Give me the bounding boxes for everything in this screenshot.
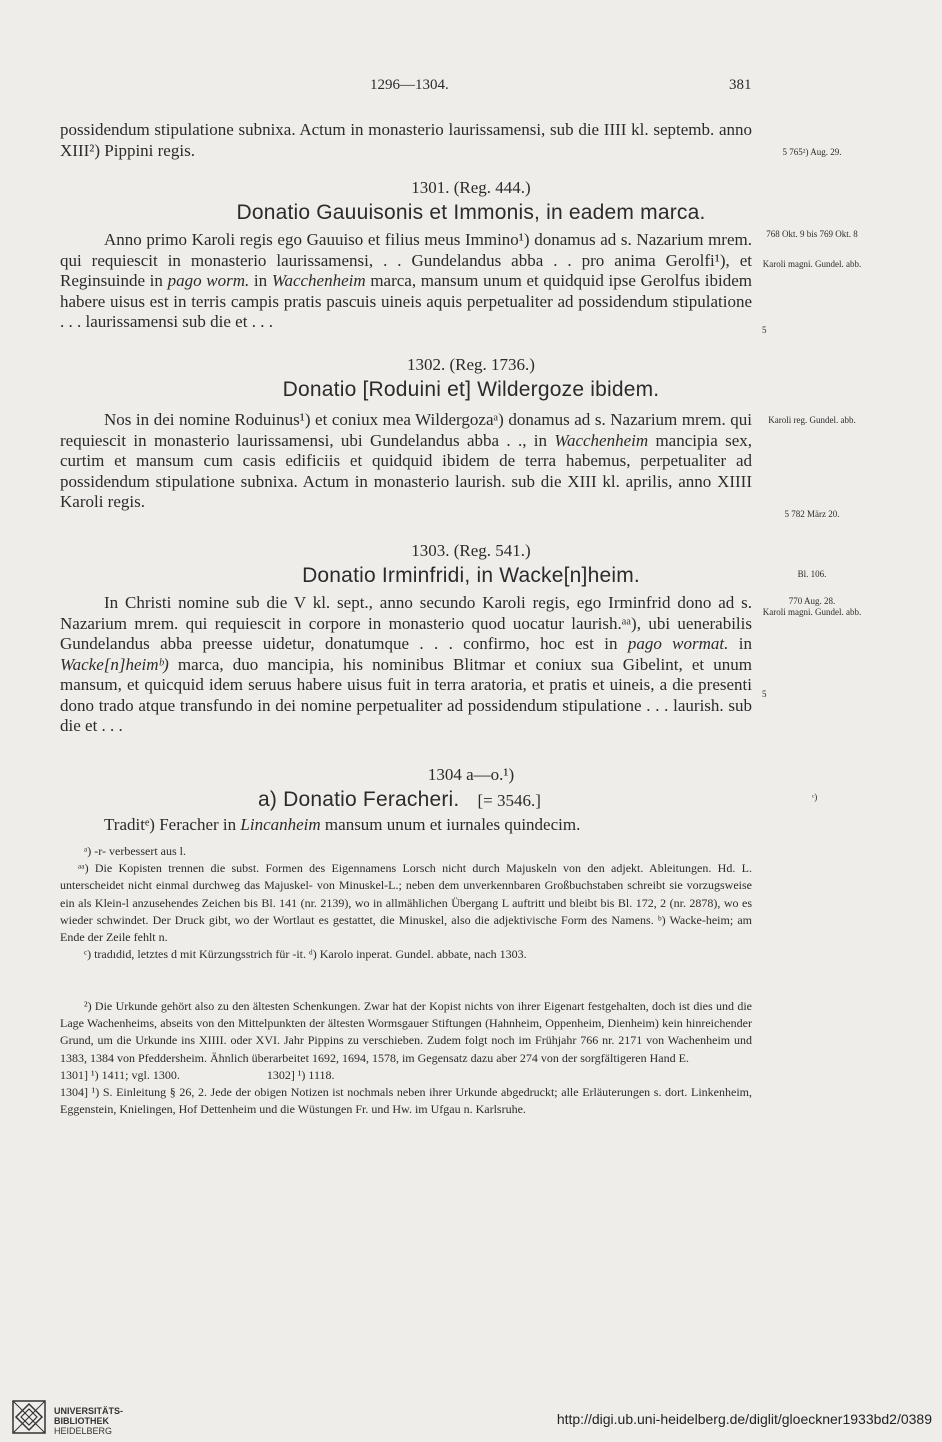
- footnote-aa: ᵃᵃ) Die Kopisten trennen die subst. Formen des Eigennamens Lorsch nicht durch Majuskeln von den adjekt. Ableitungen. Hd. L. unterscheidet nicht einmal durchweg das Majuskel- von Minuskel-L.; neben dem unverkennbaren Großbuchstaben schreibt sie vorzugsweise ein als Klein-l anzusehendes Zeichen bis Bl. 141 (nr. 2139), wo in allmählichen Übergang L auftritt und bleibt bis Bl. 172, 2 (nr. 2878), wo es wieder schwindet. Der Druck gibt, wo der Wortlaut es gestattet, die Minuskel, also die adjektivische Form des Namens. ᵇ) Wacke-heim; am Ende der Zeile fehlt n.: [60, 861, 752, 945]
- source-url-link[interactable]: http://digi.ub.uni-heidelberg.de/diglit/gloeckner1933bd2/0389: [556, 1411, 932, 1427]
- reg-1302: 1302. (Reg. 1736.): [407, 355, 535, 374]
- margin-date-1301: 768 Okt. 9 bis 769 Okt. 8: [766, 229, 858, 239]
- margin-date-1303: 770 Aug. 28.: [788, 596, 836, 606]
- text-1301: Anno primo Karoli regis ego Gauuiso et filius meus Immino¹) donamus ad s. Nazarium mrem. qui requiescit in monasterio laurissamensi, . . Gundelandus abba . . pro anima Gerolfi¹), et Reginsuinde in pago worm. in Wacchenheim marca, mansum unum et quidquid ipse Gerolfus ibidem habere uisus est in terris campis pratis pascuis uineis aquis perpetualiter ad possidendum stipulatione . . . laurissamensi sub die et . . .: [60, 230, 752, 331]
- margin-abbot-1302: Karoli reg. Gundel. abb.: [768, 415, 856, 425]
- footnote-1302: 1302] ¹) 1118.: [266, 1067, 335, 1082]
- line-number: 5: [762, 689, 767, 699]
- footnote-1304: 1304] ¹) S. Einleitung § 26, 2. Jede der obigen Notizen ist nochmals neben ihrer Urkunde abgedruckt; alle Erläuterungen s. dort. Linkenheim, Eggenstein, Knielingen, Hof Dettenheim und die Wüstungen Fr. und Hw. im Ufgau n. Karlsruhe.: [60, 1085, 752, 1117]
- footnote-a: ᵃ) -r- verbessert aus l.: [84, 844, 186, 858]
- footnote-2: ²) Die Urkunde gehört also zu den ältesten Schenkungen. Zwar hat der Kopist nichts von ihrer Eigenart festgehalten, doch ist dies und die Lage Wachenheims, abseits von den Mittelpunkten der ältesten Wormsgauer Stiftungen (Hahnheim, Oppenheim, Dienheim) kein hinreichender Grund, um die Urkunde ins XIIII. oder XVI. Jahr Pippins zu verschieben. Zudem folgt noch im Frühjahr 766 nr. 2171 von Wachenheim und 1383, 1384 von Pfeddersheim. Ähnlich überarbeitet 1692, 1694, 1578, im Gegensatz dazu aber 274 von der sorgfältigeren Hand E.: [60, 999, 752, 1065]
- reg-1303: 1303. (Reg. 541.): [411, 541, 531, 560]
- footnote-c: ᶜ) tradıdid, letztes d mit Kürzungsstrich für -it. ᵈ) Karolo inperat. Gundel. abbate, nach 1303.: [84, 947, 527, 962]
- intro-margin-note: 5 765²) Aug. 29.: [782, 147, 842, 157]
- title-1302: Donatio [Roduini et] Wildergoze ibidem.: [282, 378, 660, 401]
- title-1304: a) Donatio Feracheri. [= 3546.]: [258, 788, 541, 811]
- footnotes-number: [60, 998, 752, 1118]
- page-number: 381: [729, 77, 752, 93]
- margin-abbot-1301: Karoli magni. Gundel. abb.: [762, 259, 862, 269]
- footnote-1301: 1301] ¹) 1411; vgl. 1300.: [60, 1067, 180, 1082]
- intro-text: possidendum stipulatione subnixa. Actum in monasterio laurissamensi, sub die IIII kl. septemb. anno XIII²) Pippini regis.: [60, 120, 752, 160]
- text-1302: Nos in dei nomine Roduinus¹) et coniux mea Wildergozaᵃ) donamus ad s. Nazarium mrem. qui requiescit in monasterio laurissamensi, ubi Gundelandus abba . ., in Wacchenheim mancipia sex, curtim et mansum cum casis edificiis et quidquid ibidem de terra habemus, perpetualiter ad possidendum stipulatione subnixa. Actum in monasterio laurish. sub die XIII kl. aprilis, anno XIIII Karoli regis.: [60, 410, 753, 511]
- margin-abbot-1303: Karoli magni. Gundel. abb.: [762, 607, 862, 617]
- text-1304: Traditᵉ) Feracher in Lincanheim mansum unum et iurnales quindecim.: [104, 815, 581, 834]
- reg-1301: 1301. (Reg. 444.): [411, 178, 531, 197]
- margin-date-1302: 5 782 März 20.: [784, 509, 840, 519]
- page-range: 1296—1304.: [370, 77, 449, 93]
- title-1303: Donatio Irminfridi, in Wacke[n]heim.: [302, 564, 640, 587]
- reg-1304: 1304 a—o.¹): [427, 765, 515, 784]
- title-1301: Donatio Gauuisonis et Immonis, in eadem marca.: [236, 201, 706, 224]
- library-logo-icon: [12, 1400, 46, 1434]
- text-1303: In Christi nomine sub die V kl. sept., anno secundo Karoli regis, ego Irminfrid dono ad s. Nazarium mrem. qui requiescit in corpore in monasterio quod uocatur laurish.ᵃᵃ), ubi uenerabilis Gundelandus abba preesse uidetur, donatumque . . . confirmo, hoc est in pago wormat. in Wacke[n]heimᵇ) marca, duo mancipia, his nominibus Blitmar et coniux sua Gibelint, et unum mansum, et quicquid idem seruus habere uisus fuit in terra aratoria, et pratis et uineis, a die presenti dono trado atque transfundo in dei nomine perpetualiter ad possidendum stipulatione . . . laurish. sub die et . . .: [60, 593, 752, 735]
- footnotes-letter: [60, 843, 752, 963]
- line-number: 5: [762, 325, 767, 335]
- library-name: UNIVERSITÄTS- BIBLIOTHEK HEIDELBERG: [54, 1406, 124, 1436]
- margin-note-1304: ᶜ): [812, 792, 818, 802]
- margin-folio-1303: Bl. 106.: [797, 569, 827, 579]
